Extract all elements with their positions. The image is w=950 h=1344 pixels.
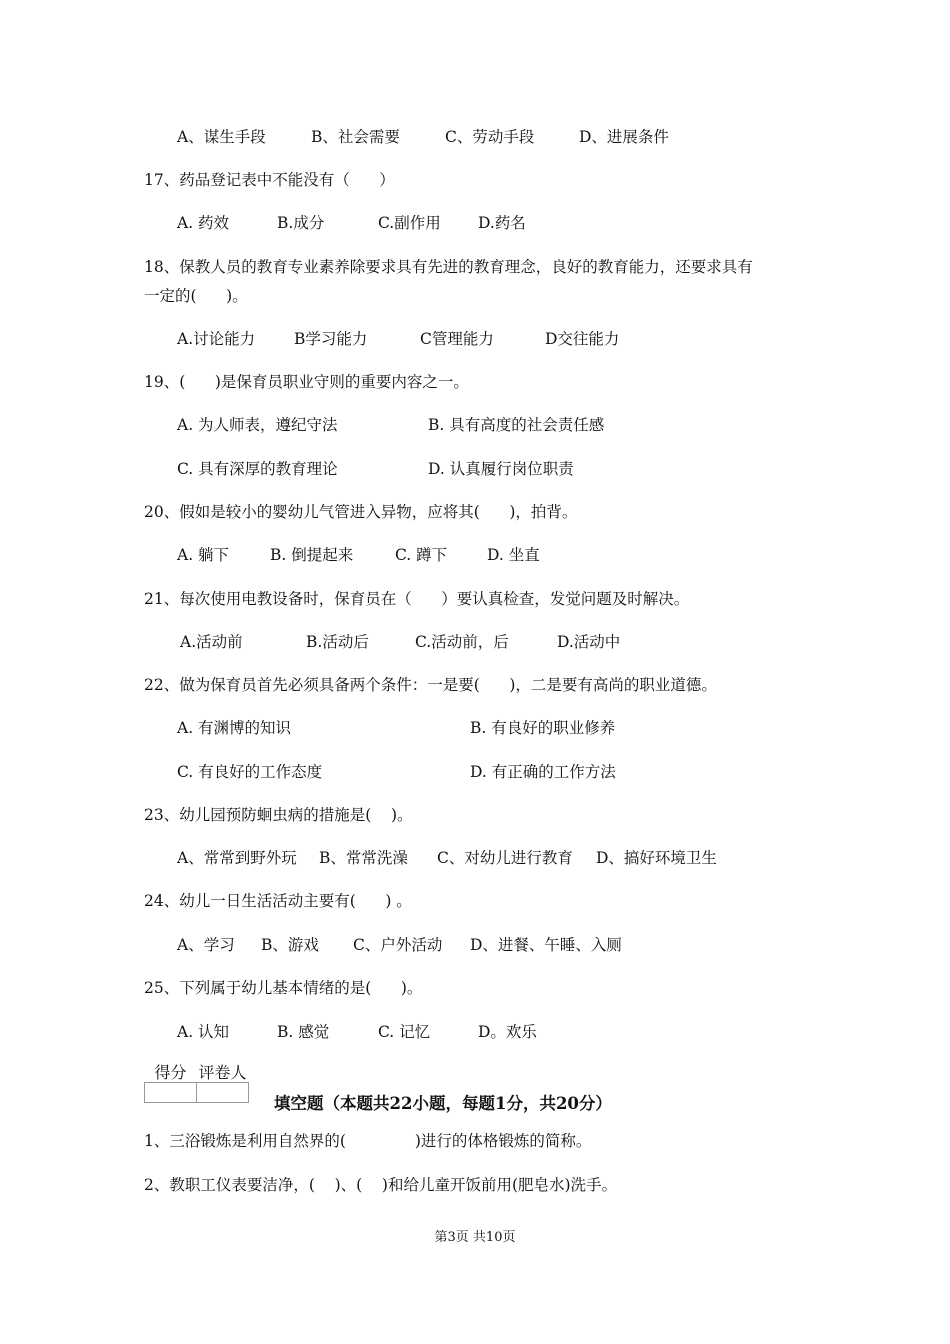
score-table-header-row [145, 1063, 249, 1083]
q22-stem: 22、做为保育员首先必须具备两个条件：一是要( )，二是要有高尚的职业道德。 [144, 676, 717, 694]
q25-option-b: B. 感觉 [277, 1023, 330, 1041]
score-header-cell: 得分 [145, 1063, 197, 1083]
q16-option-d: D、进展条件 [579, 128, 669, 146]
q23-option-a: A、常常到野外玩 [177, 849, 297, 867]
q23-option-c: C、对幼儿进行教育 [437, 849, 573, 867]
q25-option-d: D。欢乐 [478, 1023, 537, 1041]
q22-option-d: D. 有正确的工作方法 [470, 763, 616, 781]
q25-stem: 25、下列属于幼儿基本情绪的是( )。 [144, 979, 423, 997]
q20-option-b: B. 倒提起来 [270, 546, 354, 564]
q22-option-c: C. 有良好的工作态度 [177, 763, 323, 781]
q19-option-c: C. 具有深厚的教育理论 [177, 460, 338, 478]
q17-option-d: D.药名 [478, 214, 526, 232]
q18-option-b: B学习能力 [294, 330, 368, 348]
q18-stem-line1: 18、保教人员的教育专业素养除要求具有先进的教育理念，良好的教育能力，还要求具有 [144, 258, 753, 276]
grader-header-cell: 评卷人 [198, 1063, 247, 1082]
fill-question-1: 1、三浴锻炼是利用自然界的( )进行的体格锻炼的简称。 [144, 1132, 592, 1150]
q21-option-a: A.活动前 [180, 633, 243, 651]
q19-option-b: B. 具有高度的社会责任感 [428, 416, 605, 434]
page-number: 第3页 共10页 [434, 1230, 516, 1245]
q23-option-b: B、常常洗澡 [319, 849, 408, 867]
q24-option-a: A、学习 [177, 936, 235, 954]
q21-option-c: C.活动前，后 [415, 633, 509, 651]
q21-option-b: B.活动后 [306, 633, 369, 651]
q23-stem: 23、幼儿园预防蛔虫病的措施是( )。 [144, 806, 413, 824]
q20-option-d: D. 坐直 [487, 546, 540, 564]
q18-option-d: D交往能力 [545, 330, 620, 348]
q24-option-d: D、进餐、午睡、入厕 [470, 936, 622, 954]
section-title: 填空题（本题共22小题，每题1分，共20分） [274, 1094, 612, 1113]
q16-option-a: A、谋生手段 [177, 128, 266, 146]
q16-option-c: C、劳动手段 [445, 128, 535, 146]
q20-option-c: C. 蹲下 [395, 546, 448, 564]
q17-option-b: B.成分 [277, 214, 325, 232]
q20-stem: 20、假如是较小的婴幼儿气管进入异物，应将其( )，拍背。 [144, 503, 578, 521]
q23-option-d: D、搞好环境卫生 [596, 849, 717, 867]
q17-option-c: C.副作用 [378, 214, 441, 232]
q19-option-a: A. 为人师表，遵纪守法 [177, 416, 338, 434]
q19-option-d: D. 认真履行岗位职责 [428, 460, 574, 478]
q22-option-b: B. 有良好的职业修养 [470, 719, 616, 737]
q17-stem: 17、药品登记表中不能没有（ ） [144, 171, 395, 189]
q25-option-a: A. 认知 [177, 1023, 230, 1041]
q21-stem: 21、每次使用电教设备时，保育员在（ ）要认真检查，发觉问题及时解决。 [144, 590, 690, 608]
q20-option-a: A. 躺下 [177, 546, 230, 564]
q17-option-a: A. 药效 [177, 214, 230, 232]
q21-option-d: D.活动中 [557, 633, 621, 651]
q24-option-b: B、游戏 [261, 936, 319, 954]
score-table [144, 1063, 249, 1103]
q18-option-a: A.讨论能力 [177, 330, 256, 348]
q16-option-b: B、社会需要 [311, 128, 400, 146]
q18-stem-line2: 一定的( )。 [144, 287, 248, 305]
q25-option-c: C. 记忆 [378, 1023, 431, 1041]
score-table-entry-row [145, 1083, 249, 1103]
score-entry-cell [145, 1083, 197, 1103]
q22-option-a: A. 有渊博的知识 [177, 719, 292, 737]
fill-question-2: 2、教职工仪表要洁净，( )、( )和给儿童开饭前用(肥皂水)洗手。 [144, 1176, 618, 1194]
q24-stem: 24、幼儿一日生活活动主要有( ) 。 [144, 892, 412, 910]
q18-option-c: C管理能力 [420, 330, 494, 348]
grader-entry-cell [197, 1083, 249, 1103]
q19-stem: 19、( )是保育员职业守则的重要内容之一。 [144, 373, 469, 391]
q24-option-c: C、户外活动 [353, 936, 443, 954]
